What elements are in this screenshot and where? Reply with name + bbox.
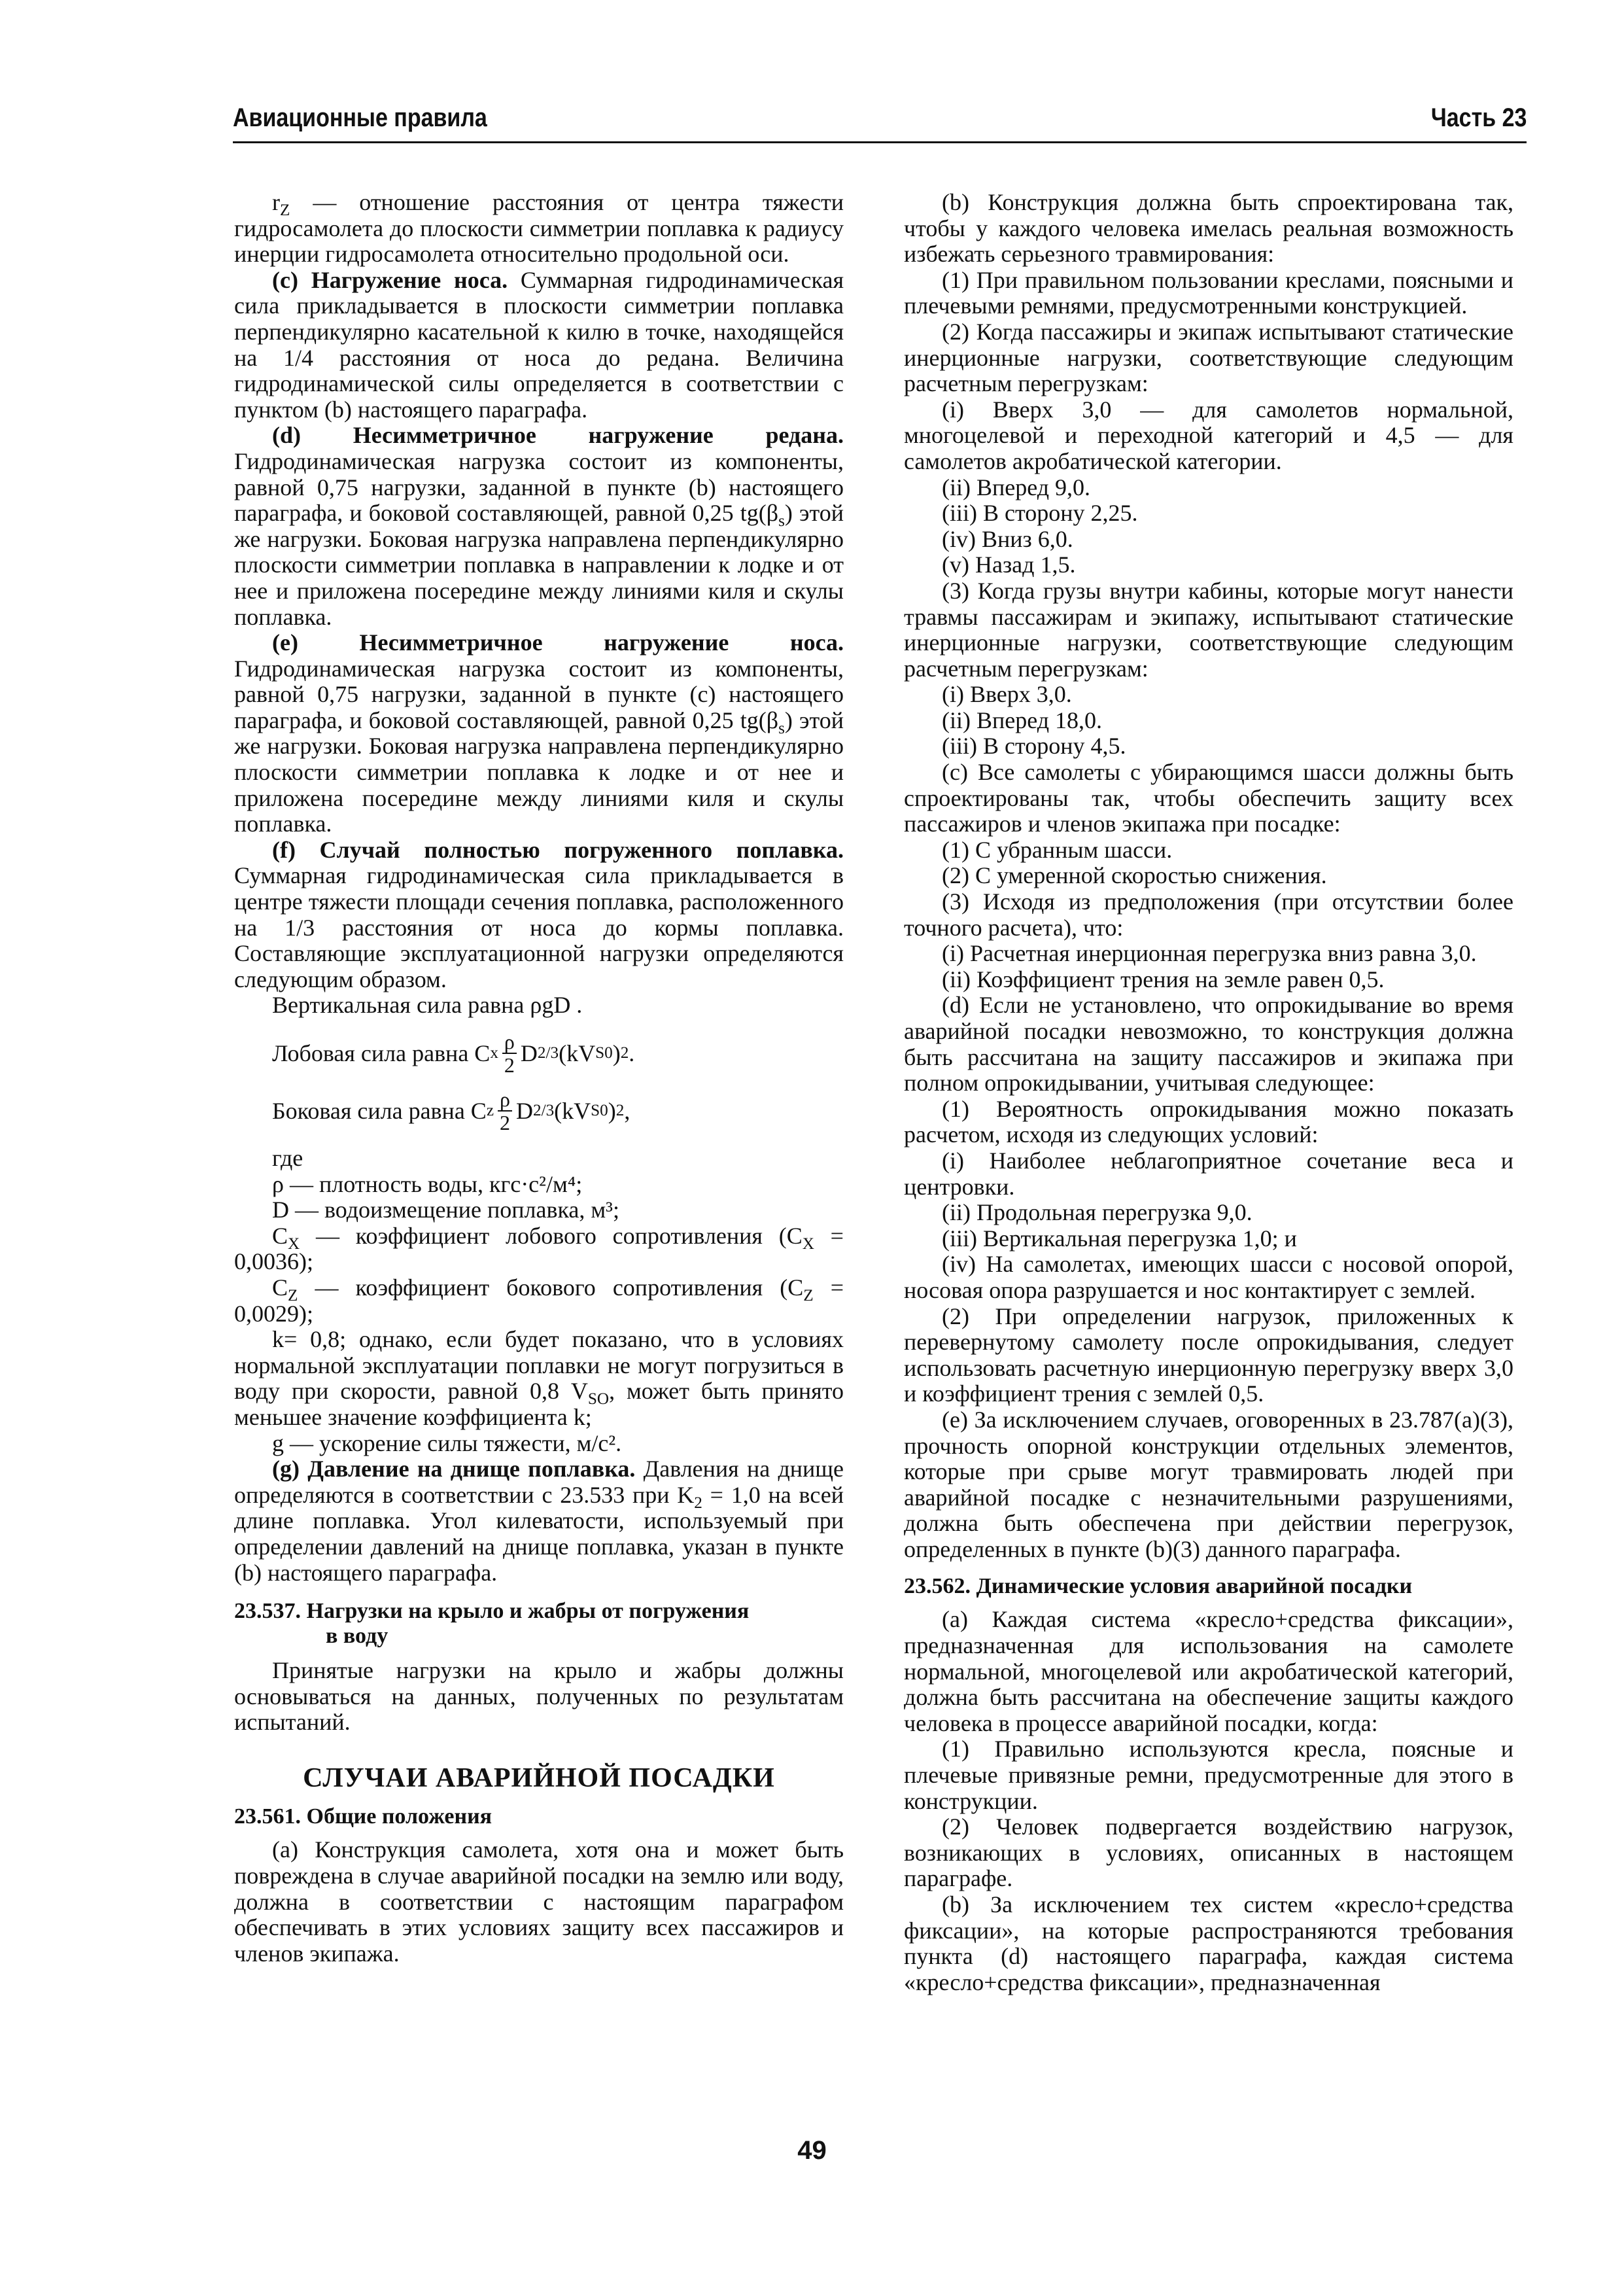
right-c1: (1) С убранным шасси. bbox=[942, 836, 1173, 863]
c-text: Суммарная гидродинамическая сила прикладывается в плоскости симметрии поплавка перпендикулярно касательной к килю в точке, находящейся на 1/4 расстояния от носа до редана. Величина гидродинамической силы определяется в соответствии с пунктом (b) настоящего параграфа. bbox=[234, 266, 844, 423]
d-text: Гидродинамическая нагрузка состоит из компоненты, равной 0,75 нагрузки, заданной в пункте (b) настоящего параграфа, и боковой составляющей, равной 0,25 tg(β bbox=[234, 447, 844, 527]
paragraph-d bbox=[234, 423, 844, 630]
right-b1: (1) При правильном пользовании креслами, поясными и плечевыми ремнями, предусмотренными конструкцией. bbox=[904, 266, 1513, 319]
right-d1i: (i) Наиболее неблагоприятное сочетание веса и центровки. bbox=[904, 1147, 1513, 1200]
paragraph-e bbox=[234, 630, 844, 837]
right-b: (b) Конструкция должна быть спроектирована так, чтобы у каждого человека имелась реальная возможность избежать серьезного травмирования: bbox=[904, 189, 1513, 268]
formula-kv-2: (kV bbox=[554, 1098, 591, 1124]
right-column bbox=[904, 190, 1513, 1995]
fraction-denominator: 2 bbox=[504, 1053, 515, 1077]
paragraph-g: (g) Давление на днище поплавка. Давления на днище определяются в соответствии с 23.533 при $K_2 = 1,0$ на всей длине поплавка. Угол килеватости, используемый при определении давлений на днище поплавка, указан в пункте (b) настоящего параграфа. bbox=[234, 1456, 844, 1586]
d-subscript: s bbox=[778, 512, 785, 531]
right-b2i: (i) Вверх 3,0 — для самолетов нормальной, многоцелевой и переходной категорий и 4,5 — для самолетов акробатической категории. bbox=[904, 396, 1513, 474]
right-c3ii: (ii) Коэффициент трения на земле равен 0,5. bbox=[942, 966, 1385, 992]
formula-close: ) bbox=[612, 1040, 621, 1066]
side-force-formula: Боковая сила равна C z $\frac{\rho}{2}$ D 2/3 (kV S0 ) 2 , bbox=[272, 1087, 631, 1134]
section-561-a: (a) Конструкция самолета, хотя она и может быть повреждена в случае аварийной посадки на землю или воду, должна в соответствии с настоящим параграфом обеспечивать в этих условиях защиту всех пассажиров и членов экипажа. bbox=[234, 1836, 844, 1967]
header-title: Авиационные правила bbox=[233, 103, 487, 132]
section-537-line1: 23.537. Нагрузки на крыло и жабры от погружения bbox=[234, 1599, 750, 1624]
right-d2: (2) При определении нагрузок, приложенных к перевернутому самолету после опрокидывания, следует использовать расчетную инерционную перегрузку вверх 3,0 и коэффициент трения с землей 0,5. bbox=[904, 1303, 1513, 1407]
page-header bbox=[233, 98, 1527, 143]
section-23-561-heading: 23.561. Общие положения bbox=[234, 1804, 492, 1829]
right-e: (e) За исключением случаев, оговоренных в 23.787(a)(3), прочность опорной конструкции отдельных элементов, которые при срыве могут травмировать людей при аварийной посадке с незначительными разрушениями, должна быть обеспечена при действии перегрузок, определенных в пункте (b)(3) данного параграфа. bbox=[904, 1406, 1513, 1562]
right-b2iv: (iv) Вниз 6,0. bbox=[942, 525, 1073, 552]
k-sub: SO bbox=[587, 1390, 610, 1409]
fraction-denominator-2: 2 bbox=[500, 1111, 510, 1134]
section-537-text: Принятые нагрузки на крыло и жабры должны основываться на данных, полученных по результатам испытаний. bbox=[234, 1657, 844, 1736]
right-b2iii: (iii) В сторону 2,25. bbox=[942, 500, 1138, 527]
c-heading: (c) Нагружение носа. bbox=[272, 266, 508, 293]
e-heading: (e) Несимметричное нагружение носа. bbox=[272, 629, 844, 656]
right-c3: (3) Исходя из предположения (при отсутствии более точного расчета), что: bbox=[904, 888, 1513, 941]
right-d1iv: (iv) На самолетах, имеющих шасси с носовой опорой, носовая опора разрушается и нос контактирует с землей. bbox=[904, 1251, 1513, 1303]
right-b3ii: (ii) Вперед 18,0. bbox=[942, 707, 1103, 733]
right-562-a1: (1) Правильно используются кресла, поясные и плечевые привязные ремни, предусмотренные для этого в конструкции. bbox=[904, 1736, 1513, 1814]
def-k: k= 0,8; однако, если будет показано, что в условиях нормальной эксплуатации поплавки не могут погрузиться в воду при скорости, равной 0,8 $V_{SO}$, может быть принято меньшее значение коэффициента k; bbox=[234, 1326, 844, 1430]
right-d1: (1) Вероятность опрокидывания можно показать расчетом, исходя из следующих условий: bbox=[904, 1095, 1513, 1148]
cx-sub: X bbox=[288, 1235, 300, 1253]
cx-sub-2: X bbox=[802, 1235, 814, 1253]
fraction-numerator-2: ρ bbox=[498, 1088, 512, 1112]
paragraph-rz: $r_Z$ — отношение расстояния от центра тяжести гидросамолета до плоскости симметрии поплавка к радиусу инерции гидросамолета относительно продольной оси. bbox=[234, 189, 844, 268]
section-23-562-heading: 23.562. Динамические условия аварийной посадки bbox=[904, 1574, 1413, 1599]
def-cx: $C_X$ — коэффициент лобового сопротивления $(C_X = 0,0036)$; bbox=[234, 1222, 844, 1275]
right-d1iii: (iii) Вертикальная перегрузка 1,0; и bbox=[942, 1225, 1297, 1252]
right-b2: (2) Когда пассажиры и экипаж испытывают статические инерционные нагрузки, соответствующие следующим расчетным перегрузкам: bbox=[904, 318, 1513, 397]
right-c3i: (i) Расчетная инерционная перегрузка вниз равна 3,0. bbox=[942, 940, 1477, 967]
g-sub: 2 bbox=[694, 1494, 702, 1512]
def-cz: $C_Z$ — коэффициент бокового сопротивления $(C_Z = 0,0029)$; bbox=[234, 1274, 844, 1327]
section-537-line2: в воду bbox=[326, 1624, 389, 1649]
emergency-landing-heading: СЛУЧАИ АВАРИЙНОЙ ПОСАДКИ bbox=[303, 1762, 775, 1793]
e-text: Гидродинамическая нагрузка состоит из компоненты, равной 0,75 нагрузки, заданной в пункте (c) настоящего параграфа, и боковой составляющей, равной 0,25 tg(β bbox=[234, 655, 844, 733]
where-label: где bbox=[272, 1145, 303, 1171]
left-column bbox=[234, 190, 844, 1967]
right-b3iii: (iii) В сторону 4,5. bbox=[942, 733, 1126, 760]
formula-kv: (kV bbox=[559, 1040, 596, 1066]
cz-sub-2: Z bbox=[803, 1287, 814, 1305]
right-c2: (2) С умеренной скоростью снижения. bbox=[942, 862, 1327, 889]
vertical-force: Вертикальная сила равна ρgD . bbox=[272, 992, 583, 1019]
e-subscript: s bbox=[778, 720, 785, 738]
d-heading: (d) Несимметричное нагружение редана. bbox=[272, 422, 844, 449]
paragraph-f bbox=[234, 837, 844, 993]
f-text: Суммарная гидродинамическая сила прикладывается в центре тяжести площади сечения поплавка, расположенного на 1/3 расстояния от носа до кормы поплавка. Составляющие эксплуатационной нагрузки определяются следующим образом. bbox=[234, 862, 844, 992]
right-562-a: (a) Каждая система «кресло+средства фиксации», предназначенная для использования на самолете нормальной, многоцелевой или акробатической категорий, должна быть рассчитана на обеспечение защиты каждого человека в процессе аварийной посадки, когда: bbox=[904, 1606, 1513, 1736]
page-number: 49 bbox=[797, 2136, 827, 2165]
side-label: Боковая сила равна C bbox=[272, 1098, 487, 1124]
paragraph-c bbox=[234, 268, 844, 423]
header-part: Часть 23 bbox=[1430, 103, 1527, 132]
formula-comma: , bbox=[624, 1098, 631, 1124]
fraction-numerator: ρ bbox=[502, 1030, 517, 1054]
def-rho: ρ — плотность воды, кгс·с²/м⁴; bbox=[272, 1170, 583, 1197]
right-d: (d) Если не установлено, что опрокидывание во время аварийной посадки невозможно, то конструкция должна быть рассчитана на защиту пассажиров и экипажа при полном опрокидывании, учитывая следующее: bbox=[904, 992, 1513, 1096]
formula-d: D bbox=[520, 1040, 538, 1066]
g-heading: (g) Давление на днище поплавка. bbox=[272, 1456, 636, 1482]
section-23-537-heading bbox=[234, 1599, 844, 1649]
right-b3i: (i) Вверх 3,0. bbox=[942, 681, 1072, 708]
right-b2ii: (ii) Вперед 9,0. bbox=[942, 474, 1091, 500]
f-heading: (f) Случай полностью погруженного поплавка. bbox=[272, 836, 844, 863]
rho-half-fraction bbox=[502, 1030, 517, 1076]
def-g: g — ускорение силы тяжести, м/с². bbox=[272, 1429, 622, 1456]
frontal-force-formula: Лобовая сила равна C x $\frac{\rho}{2}$ D 2/3 (kV S0 ) 2 . bbox=[272, 1030, 635, 1077]
right-b2v: (v) Назад 1,5. bbox=[942, 552, 1076, 578]
d-text-2: ) этой же нагрузки. Боковая нагрузка направлена перпендикулярно плоскости симметрии поплавка в направлении к лодке и от нее и приложена посередине между линиями киля и скулы поплавка. bbox=[234, 500, 844, 630]
right-b3: (3) Когда грузы внутри кабины, которые могут нанести травмы пассажирам и экипажу, испытывают статические инерционные нагрузки, соответствующие следующим расчетным перегрузкам: bbox=[904, 577, 1513, 682]
right-562-b: (b) За исключением тех систем «кресло+средства фиксации», на которые распространяются требования пункта (d) настоящего параграфа, каждая система «кресло+средства фиксации», предназначенная bbox=[904, 1891, 1513, 1995]
right-c: (c) Все самолеты с убирающимся шасси должны быть спроектированы так, чтобы обеспечить защиту всех пассажиров и членов экипажа при посадке: bbox=[904, 759, 1513, 837]
frontal-label: Лобовая сила равна C bbox=[272, 1040, 491, 1066]
def-d: D — водоизмещение поплавка, м³; bbox=[272, 1197, 619, 1223]
e-text-2: ) этой же нагрузки. Боковая нагрузка направлена перпендикулярно плоскости симметрии поплавка к лодке и от нее и приложена посередине между линиями киля и скулы поплавка. bbox=[234, 707, 844, 837]
cz-sub: Z bbox=[288, 1287, 298, 1305]
rz-text-visible: — отношение расстояния от центра тяжести гидросамолета до плоскости симметрии поплавка к радиусу инерции гидросамолета относительно продольной оси. bbox=[234, 189, 844, 268]
formula-close-2: ) bbox=[608, 1098, 616, 1124]
rho-half-fraction-2 bbox=[498, 1088, 512, 1134]
formula-period: . bbox=[629, 1040, 635, 1066]
right-d1ii: (ii) Продольная перегрузка 9,0. bbox=[942, 1199, 1253, 1226]
right-562-a2: (2) Человек подвергается воздействию нагрузок, возникающих в условиях, описанных в настоящем параграфе. bbox=[904, 1813, 1513, 1892]
rz-subscript: Z bbox=[280, 201, 290, 220]
formula-d-2: D bbox=[515, 1098, 533, 1124]
